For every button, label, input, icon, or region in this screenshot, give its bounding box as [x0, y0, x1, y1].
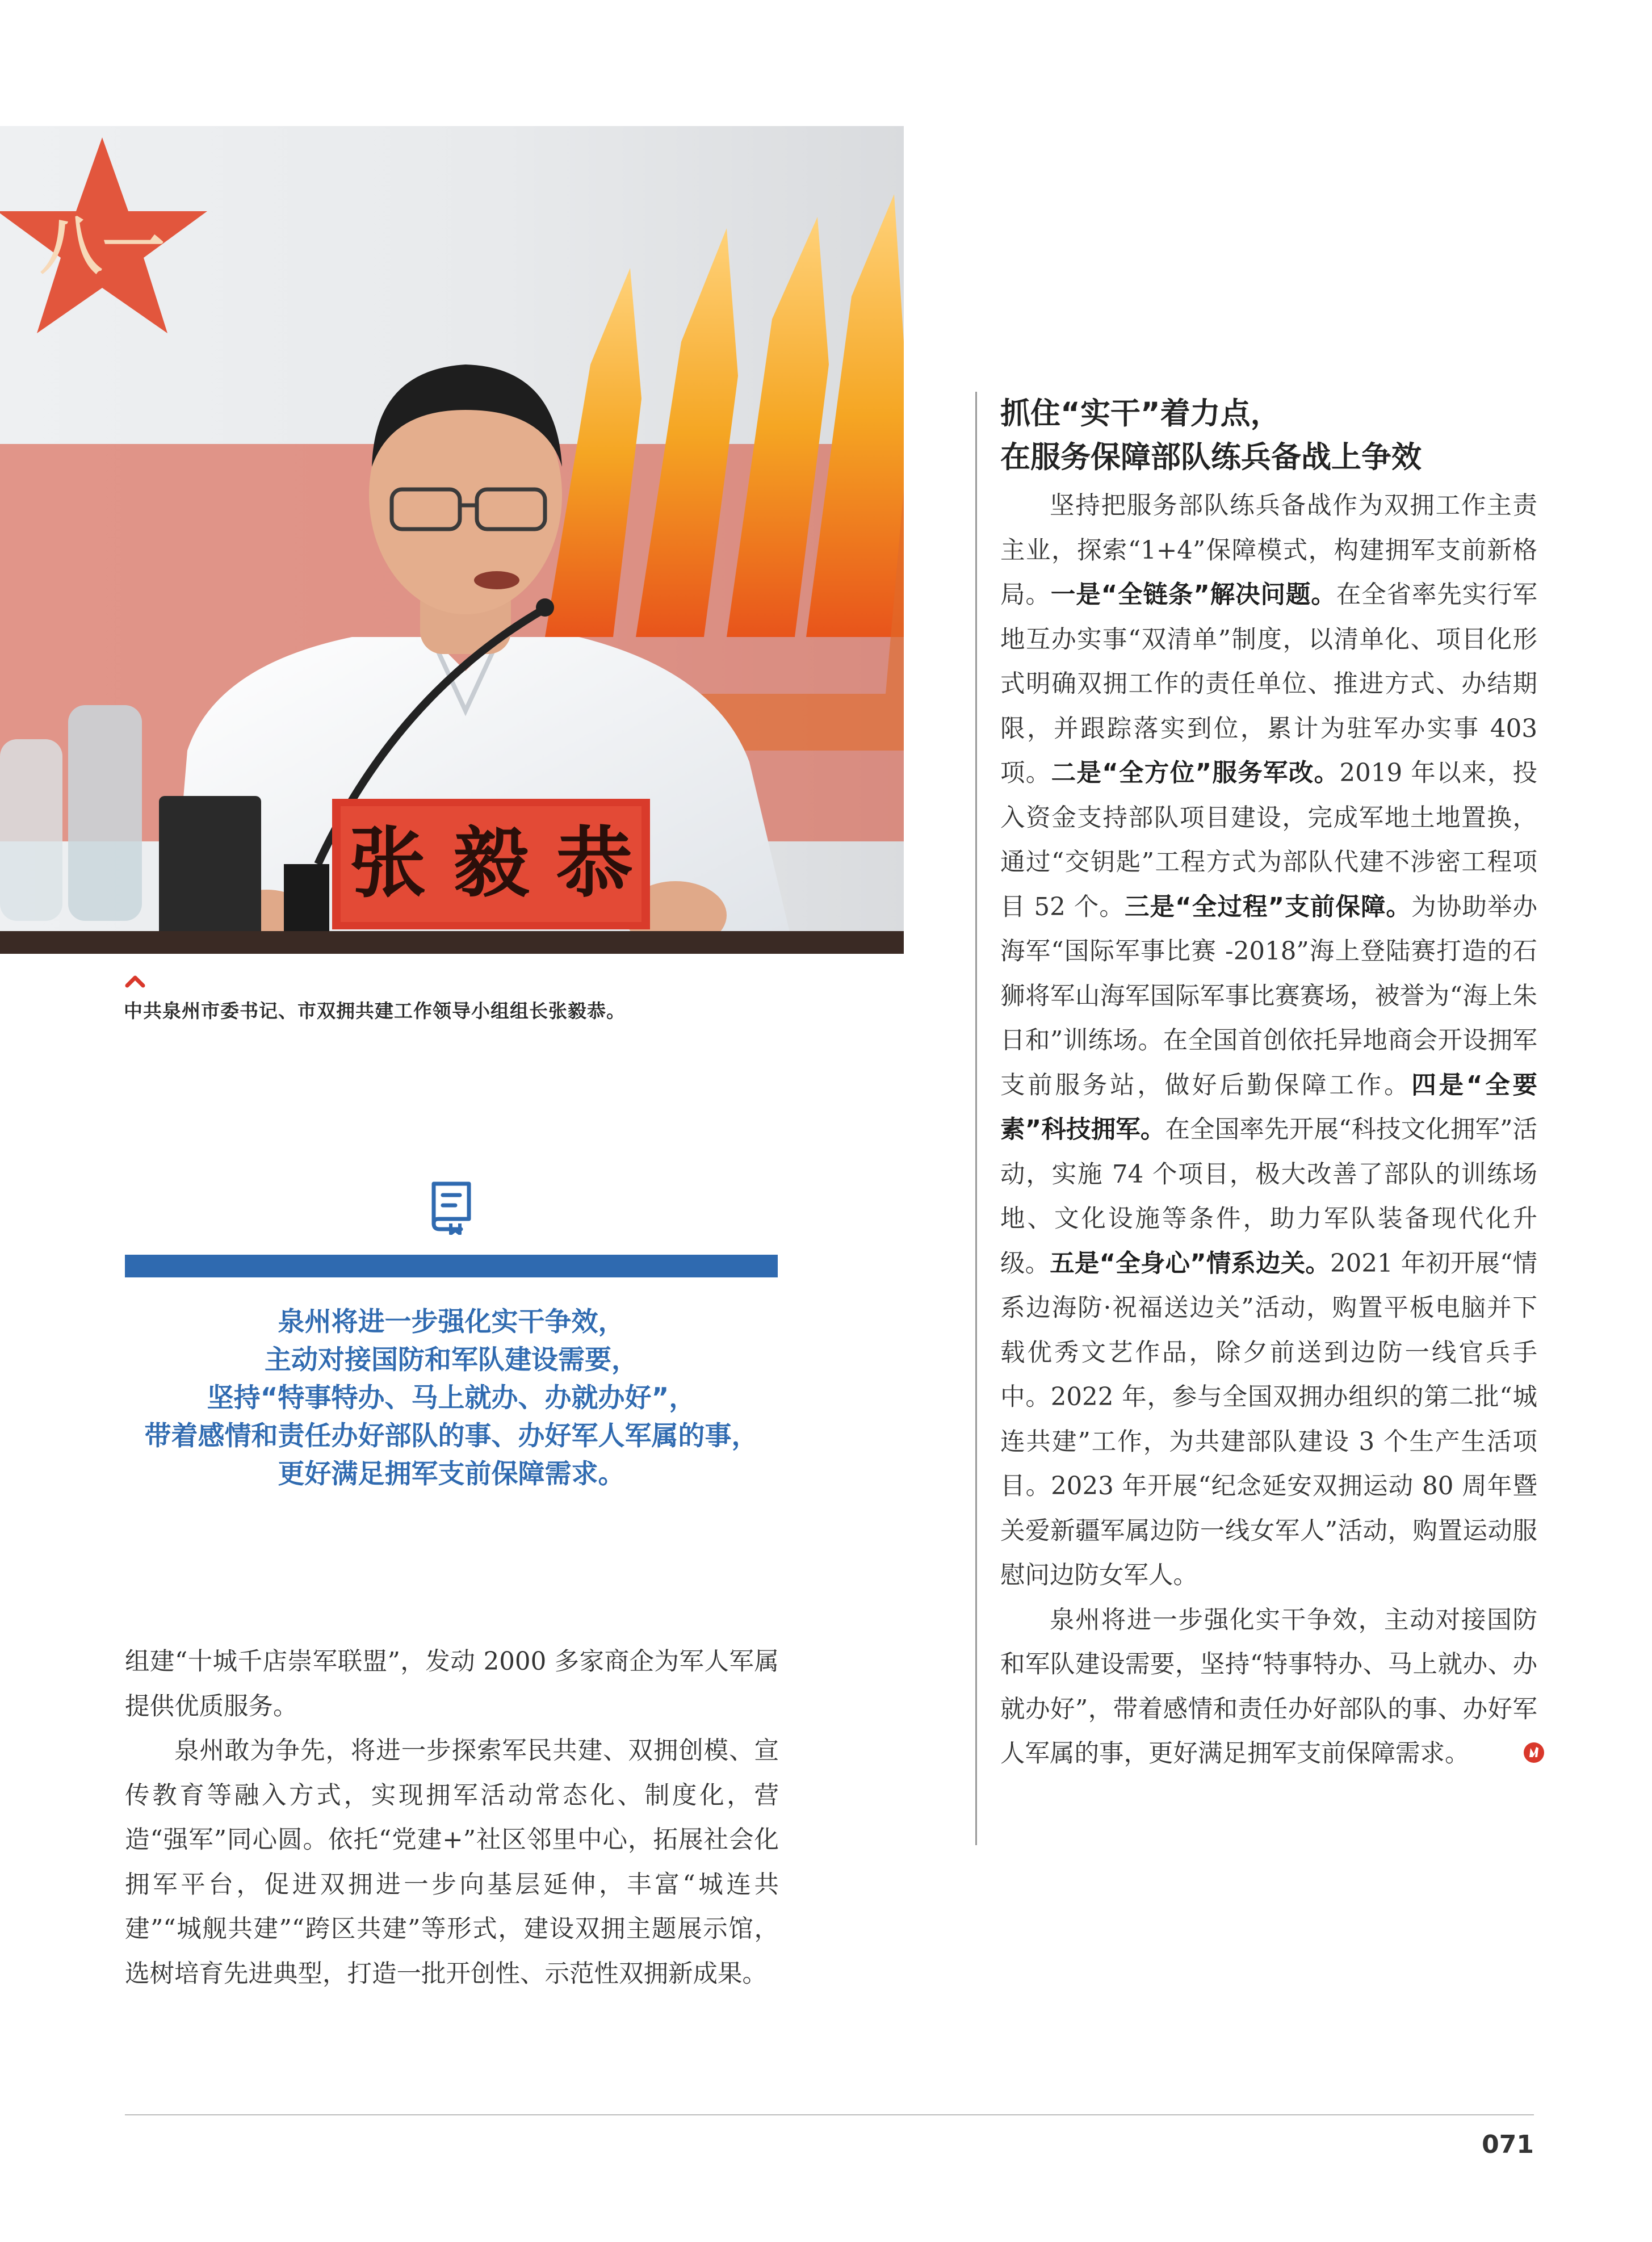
- end-mark-icon: [1473, 1734, 1496, 1757]
- body-paragraph: [1000, 484, 1537, 1598]
- section-heading-line: 在服务保障部队练兵备战上争效: [1000, 440, 1422, 475]
- pull-quote-line: 更好满足拥军支前保障需求。: [278, 1459, 625, 1490]
- bold-lead: 一是“全链条”解决问题。: [1050, 581, 1336, 609]
- body-text: 为协助举办海军“国际军事比赛 -2018”海上登陆赛打造的石狮将军山海军国际军事比赛赛场，被誉为“海上朱日和”训练场。在全国首创依托异地商会开设拥军支前服务站，做好后勤保障工作。: [1000, 892, 1537, 1100]
- page-number: 071: [1482, 2130, 1534, 2159]
- photo-caption: 中共泉州市委书记、市双拥共建工作领导小组组长张毅恭。: [124, 1000, 626, 1022]
- pull-quote-line: 泉州将进一步强化实干争效，: [278, 1306, 625, 1338]
- chevron-up-icon: [124, 972, 146, 989]
- body-paragraph: [1000, 1598, 1537, 1776]
- bold-lead: 三是“全过程”支前保障。: [1124, 892, 1412, 921]
- pull-quote: [125, 1303, 778, 1493]
- pull-quote-line: 带着感情和责任办好部队的事、办好军人军属的事，: [144, 1420, 758, 1452]
- body-text: 泉州将进一步强化实干争效，主动对接国防和军队建设需要，坚持“特事特办、马上就办、办就办好”，带着感情和责任办好部队的事、办好军人军属的事，更好满足拥军支前保障需求。: [1000, 1606, 1537, 1768]
- star-emblem-text: 八一: [40, 210, 165, 283]
- body-paragraph: 泉州敢为争先，将进一步探索军民共建、双拥创模、宣传教育等融入方式，实现拥军活动常态化、制度化，营造“强军”同心圆。依托“党建+”社区邻里中心，拓展社会化拥军平台，促进双拥进一步向基层延伸，丰富“城连共建”“城舰共建”“跨区共建”等形式，建设双拥主题展示馆，选树培育先进典型，打造一批开创性、示范性双拥新成果。: [125, 1737, 779, 1988]
- bold-lead: 四是“全要素”科技拥军。: [1000, 1071, 1538, 1144]
- body-text: 2021 年初开展“情系边海防·祝福送边关”活动，购置平板电脑并下载优秀文艺作品，除夕前送到边防一线官兵手中。2022 年，参与全国双拥办组织的第二批“城连共建”工作，为共建部队建设 3 个生产生活项目。2023 年开展“纪念延安双拥运动 80 周年暨关爱新疆军属边防一线女军人”活动，购置运动服慰问边防女军人。: [1000, 1249, 1537, 1590]
- speaker-photo: [0, 126, 904, 954]
- nameplate-text: 张 毅 恭: [349, 818, 633, 908]
- bold-lead: 五是“全身心”情系边关。: [1050, 1249, 1330, 1278]
- quote-divider-bar: [125, 1255, 778, 1277]
- body-text: 坚持把服务部队练兵备战作为双拥工作主责主业，探索“1+4”保障模式，构建拥军支前新格局。: [1000, 492, 1537, 609]
- section-heading: [1000, 392, 1557, 479]
- column-rule: [975, 392, 977, 1845]
- right-body-column: [1000, 484, 1537, 1776]
- footer-rule: [125, 2114, 1534, 2115]
- body-text: 2019 年以来，投入资金支持部队项目建设，完成军地土地置换，通过“交钥匙”工程方式为部队代建不涉密工程项目 52 个。: [1000, 759, 1538, 921]
- body-text: 在全国率先开展“科技文化拥军”活动，实施 74 个项目，极大改善了部队的训练场地、文化设施等条件，助力军队装备现代化升级。: [1000, 1116, 1537, 1278]
- body-paragraph: 组建“十城千店崇军联盟”，发动 2000 多家商企为军人军属提供优质服务。: [125, 1648, 779, 1721]
- bold-lead: 二是“全方位”服务军改。: [1051, 759, 1340, 787]
- section-heading-line: 抓住“实干”着力点，: [1000, 396, 1281, 431]
- book-icon: [426, 1178, 477, 1235]
- pull-quote-line: 坚持“特事特办、马上就办、办就办好”，: [207, 1382, 696, 1414]
- body-text: 在全省率先实行军地互办实事“双清单”制度，以清单化、项目化形式明确双拥工作的责任单位、推进方式、办结期限，并跟踪落实到位，累计为驻军办实事 403 项。: [1000, 581, 1538, 787]
- left-body-column: [125, 1640, 779, 1996]
- pull-quote-line: 主动对接国防和军队建设需要，: [265, 1344, 638, 1376]
